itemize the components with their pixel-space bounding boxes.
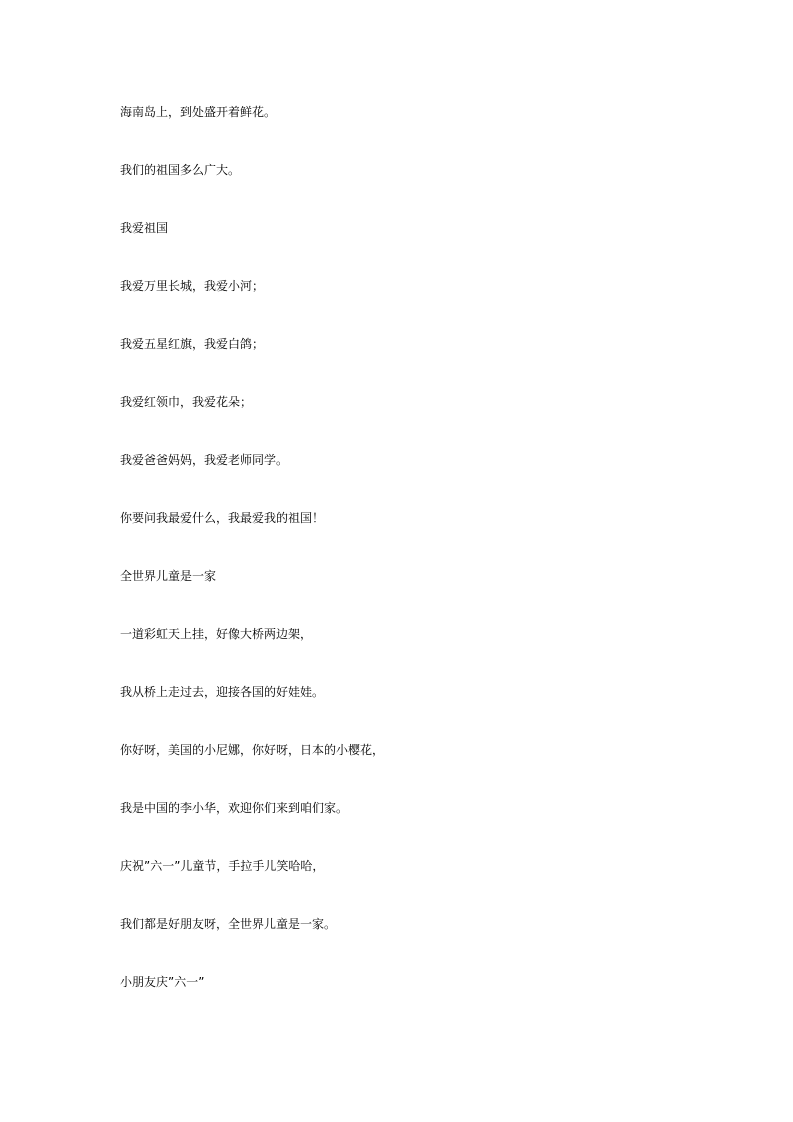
poem-title: 我爱祖国 <box>120 221 169 235</box>
text-line: 我从桥上走过去，迎接各国的好娃娃。 <box>120 685 325 699</box>
text-line: 我爱万里长城，我爱小河； <box>120 279 265 293</box>
poem-title: 小朋友庆”六一” <box>120 975 205 989</box>
text-line: 一道彩虹天上挂，好像大桥两边架， <box>120 627 313 641</box>
text-line: 你要问我最爱什么，我最爱我的祖国！ <box>120 511 325 525</box>
text-line: 海南岛上，到处盛开着鲜花。 <box>120 105 277 119</box>
text-line: 我爱爸爸妈妈，我爱老师同学。 <box>120 453 289 467</box>
text-line: 我爱红领巾，我爱花朵； <box>120 395 253 409</box>
text-line: 我们的祖国多么广大。 <box>120 163 241 177</box>
text-line: 我是中国的李小华，欢迎你们来到咱们家。 <box>120 801 349 815</box>
text-line: 我们都是好朋友呀，全世界儿童是一家。 <box>120 917 337 931</box>
poem-title: 全世界儿童是一家 <box>120 569 217 583</box>
text-line: 你好呀，美国的小尼娜，你好呀，日本的小樱花， <box>120 743 385 757</box>
text-line: 庆祝”六一”儿童节，手拉手儿笑哈哈， <box>120 859 325 873</box>
text-line: 我爱五星红旗，我爱白鸽； <box>120 337 265 351</box>
